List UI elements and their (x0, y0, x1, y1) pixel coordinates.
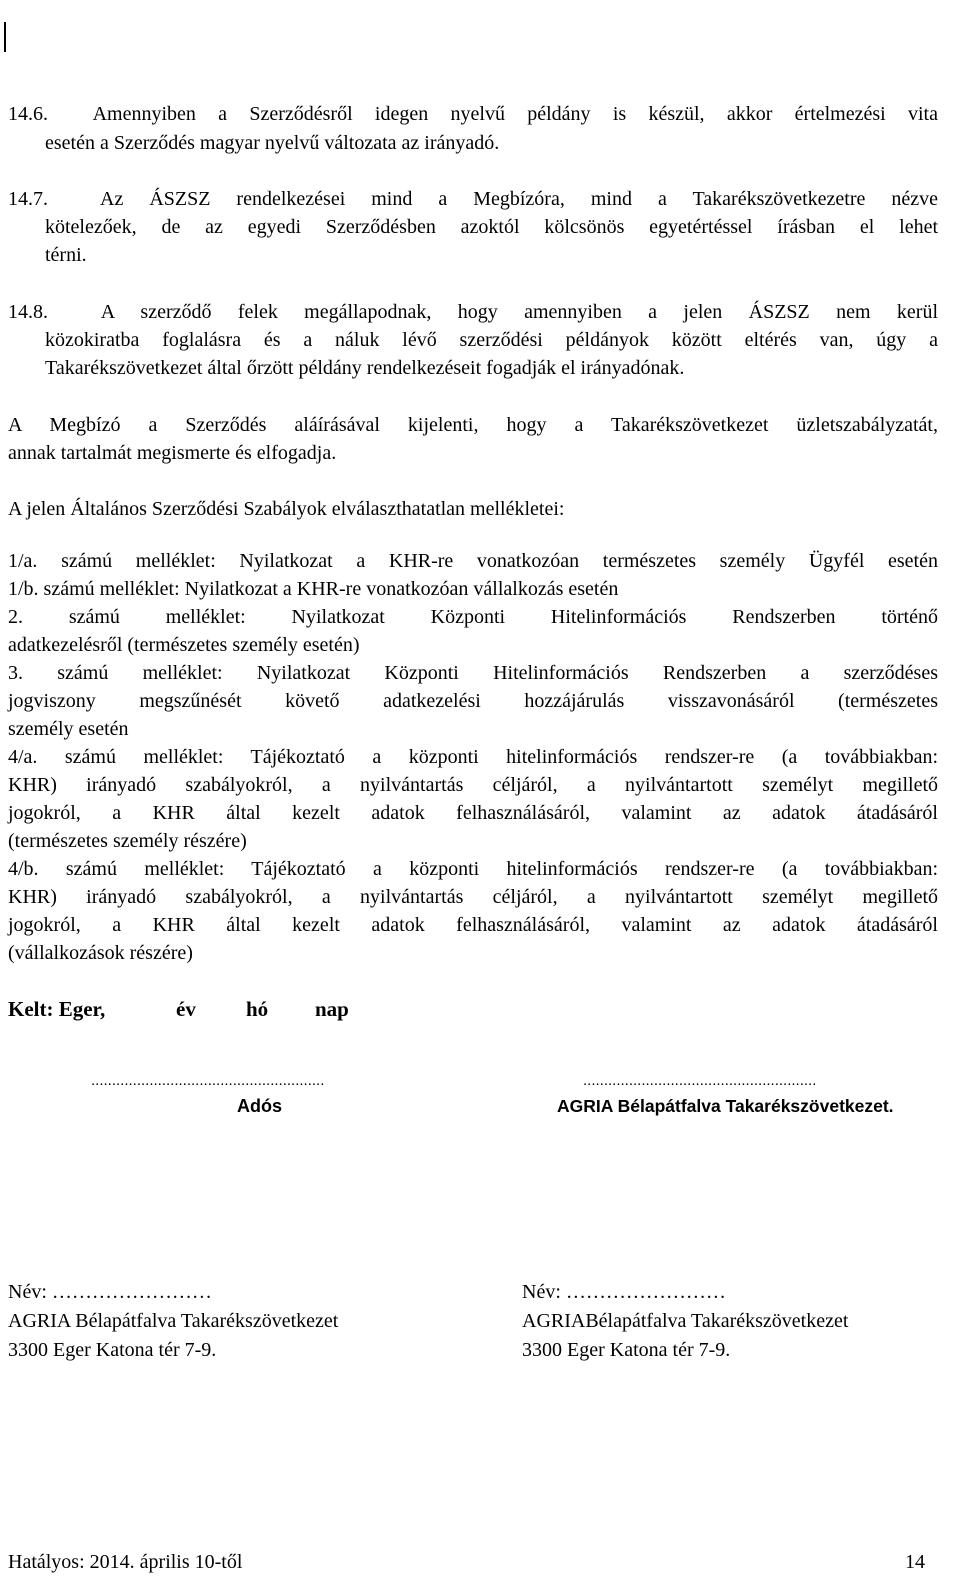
annex-4a-line-1: 4/a. számú melléklet: Tájékoztató a központi hitelinformációs rendszer-re (a továbbiakban: (8, 746, 938, 768)
signing-month: hó (246, 997, 269, 1021)
acceptance-paragraph-line-2: annak tartalmát megismerte és elfogadja. (8, 442, 337, 464)
witness-left (8, 1278, 338, 1365)
annex-3-line-3: személy esetén (8, 718, 129, 740)
annex-4a-line-2: KHR) irányadó szabályokról, a nyilvántartás céljáról, a nyilvántartott személyt megillető (8, 774, 938, 796)
annex-3-line-2: jogviszony megszűnését követő adatkezelési hozzájárulás visszavonásáról (természetes (8, 690, 938, 712)
annex-4b-line-3: jogokról, a KHR által kezelt adatok felhasználásáról, valamint az adatok átadásáról (8, 914, 938, 936)
margin-mark (4, 22, 6, 52)
footer-effective-date: Hatályos: 2014. április 10-től (8, 1551, 243, 1573)
section-14-7-line-3: térni. (45, 244, 87, 266)
annex-1a: 1/a. számú melléklet: Nyilatkozat a KHR-re vonatkozóan természetes személy Ügyfél esetén (8, 550, 938, 572)
section-14-8-line-2: közokiratba foglalásra és a náluk lévő szerződési példányok között eltérés van, úgy a (45, 329, 938, 351)
annex-4b-line-2: KHR) irányadó szabályokról, a nyilvántartás céljáról, a nyilvántartott személyt megillető (8, 886, 938, 908)
witness-right-address: 3300 Eger Katona tér 7-9. (522, 1339, 731, 1361)
signing-year: év (176, 997, 196, 1021)
signing-place: Kelt: Eger, (8, 997, 106, 1021)
section-14-6-line-1: 14.6. Amennyiben a Szerződésről idegen nyelvű példány is készül, akkor értelmezési vita (8, 103, 938, 125)
section-14-7-line-1: 14.7. Az ÁSZSZ rendelkezései mind a Megbízóra, mind a Takarékszövetkezetre nézve (8, 188, 939, 210)
signature-label-debtor: Adós (237, 1096, 282, 1116)
signature-line-bank: ........................................................ (583, 1072, 817, 1089)
signature-label-bank: AGRIA Bélapátfalva Takarékszövetkezet. (557, 1096, 894, 1116)
signature-line-debtor: ........................................................ (91, 1072, 325, 1089)
annex-2-line-2: adatkezelésről (természetes személy esetén) (8, 634, 360, 656)
section-14-8-line-3: Takarékszövetkezet által őrzött példány rendelkezéseit fogadják el irányadónak. (45, 357, 685, 379)
annex-4a-line-3: jogokról, a KHR által kezelt adatok felhasználásáról, valamint az adatok átadásáról (8, 802, 938, 824)
witness-left-name: Név: …………………… (8, 1281, 212, 1303)
acceptance-paragraph-line-1: A Megbízó a Szerződés aláírásával kijelenti, hogy a Takarékszövetkezet üzletszabályzatát, (8, 414, 938, 436)
section-14-6-line-2: esetén a Szerződés magyar nyelvű változata az irányadó. (45, 132, 500, 154)
annex-4b-line-4: (vállalkozások részére) (8, 942, 193, 964)
annex-4b-line-1: 4/b. számú melléklet: Tájékoztató a központi hitelinformációs rendszer-re (a továbbiakban: (8, 858, 938, 880)
annex-4a-line-4: (természetes személy részére) (8, 830, 247, 852)
annex-2-line-1: 2. számú melléklet: Nyilatkozat Központi Hitelinformációs Rendszerben történő (8, 606, 938, 628)
witness-right-name: Név: …………………… (522, 1281, 726, 1303)
signing-day: nap (315, 997, 349, 1021)
witness-left-org: AGRIA Bélapátfalva Takarékszövetkezet (8, 1310, 339, 1332)
footer-page-number: 14 (905, 1551, 925, 1573)
annex-1b: 1/b. számú melléklet: Nyilatkozat a KHR-re vonatkozóan vállalkozás esetén (8, 578, 619, 600)
witness-right-org: AGRIABélapátfalva Takarékszövetkezet (522, 1310, 849, 1332)
section-14-8-line-1: 14.8. A szerződő felek megállapodnak, hogy amennyiben a jelen ÁSZSZ nem kerül (8, 301, 939, 323)
annex-intro: A jelen Általános Szerződési Szabályok elválaszthatatlan mellékletei: (8, 498, 565, 520)
section-14-7-line-2: kötelezőek, de az egyedi Szerződésben azoktól kölcsönös egyetértéssel írásban el lehet (45, 216, 938, 238)
witness-right (522, 1278, 848, 1365)
witness-left-address: 3300 Eger Katona tér 7-9. (8, 1339, 217, 1361)
annex-3-line-1: 3. számú melléklet: Nyilatkozat Központi Hitelinformációs Rendszerben a szerződéses (8, 662, 938, 684)
